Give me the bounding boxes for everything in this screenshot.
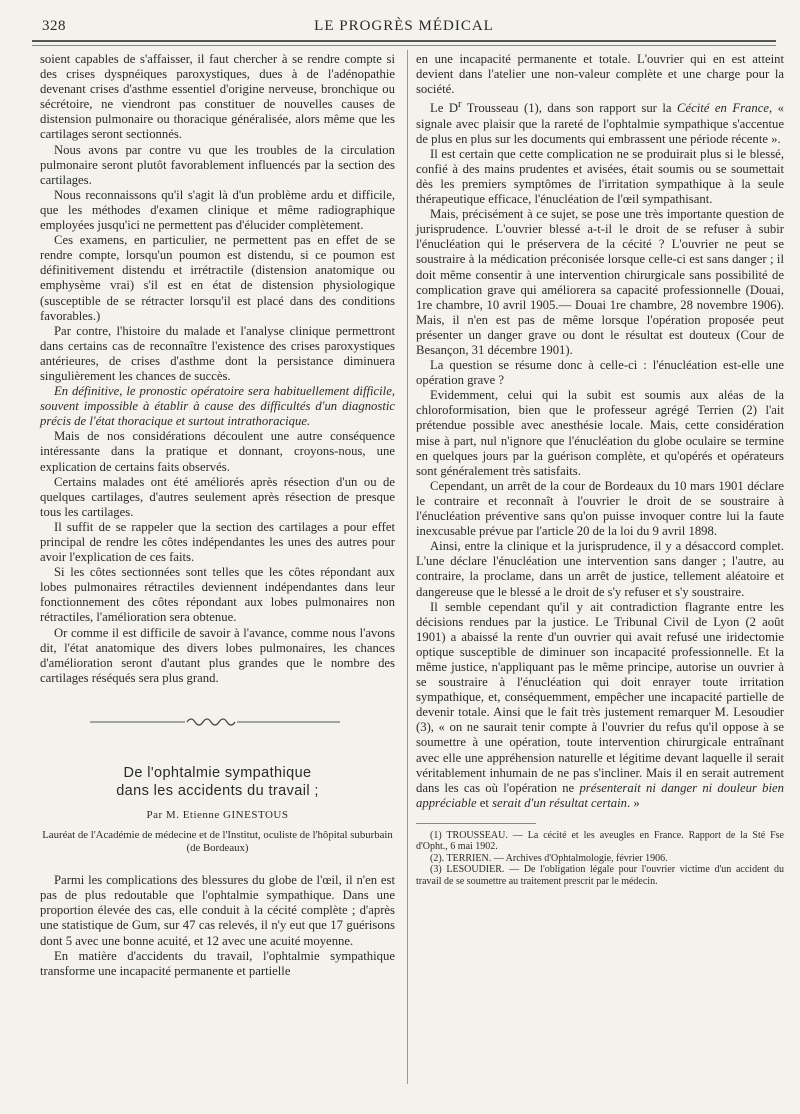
italic-quote: serait d'un résultat certain [492,795,627,810]
page-header [30,16,778,38]
paragraph: en une incapacité permanente et totale. L'ouvrier qui en est atteint devient dans l'atelier une non-valeur complète et une charge pour la société. [416,52,784,97]
header-rule [32,40,776,42]
paragraph: Si les côtes sectionnées sont telles que les côtes répondant aux lobes pulmonaires rétractiles deviennent indépendantes dans leur fonctionnement des côtes répondant aux lobes pulmonaires non rétractiles, l'amélioration sera obtenue. [40,565,395,625]
paragraph: Mais de nos considérations découlent une autre conséquence intéressante dans la pratique et donnant, croyons-nous, une explication de certains faits observés. [40,429,395,474]
text-run: et [476,795,493,810]
article-title [40,764,395,800]
article-title-line: De l'ophtalmie sympathique [123,765,312,782]
superscript: r [458,99,462,111]
right-column [416,52,784,887]
header-rule-thin [32,45,776,46]
footnote-rule [416,823,536,824]
paragraph: Parmi les complications des blessures du globe de l'œil, il n'en est pas de plus redoutable que l'ophtalmie sympathique. Dans une proportion élevée des cas, elle conduit à la cécité complète ; d'après une statistique de Gum, sur 47 cas relevés, il n'y eut que 17 guérisons dont 5 avec une bonne acuité, et 12 avec une acuité moyenne. [40,873,395,948]
paragraph: Cependant, un arrêt de la cour de Bordeaux du 10 mars 1901 déclare le contraire et reconnaît à l'ouvrier le droit de se soustraire à l'énucléation préventive sans qu'on puisse invoquer contre lui la faute inexcusable prévue par l'article 20 de la loi du 9 avril 1898. [416,478,784,539]
author-byline: Par M. Etienne GINESTOUS [146,809,289,822]
text-run: , « signale avec plaisir que la rareté de l'ophtalmie sympathique s'accentue de plus en plus sur les documents qui embrassent une période récente ». [416,101,784,146]
text-run: Il semble cependant qu'il y ait contradiction flagrante entre les décisions rendues par la justice. Le Tribunal Civil de Lyon (2 août 1901) a abaissé la rente d'un ouvrier qui avait refusé une iridectomie optique susceptible de diminuer son incapacité professionnelle. Et la même justice, n'appliquant pas le même principe, autorise un ouvrier à se soustraire à l'énucléation qui doit enrayer toute irritation sympathique, et, conséquemment, empêcher une incapacité partielle de devenir totale. Ainsi que le fait très justement remarquer M. Lesoudier (3), « on ne saurait tenir compte à l'ouvrier du refus qu'il oppose à se soumettre à une opération, toute intervention chirurgicale entraînant avec elle une appréhension naturelle et légitime devant laquelle il serait véritablement inhumain de ne pas s'incliner. Mais il en serait autrement dans les cas où l'opération ne [416,599,784,795]
paragraph: Ces examens, en particulier, ne permettent pas en effet de se rendre compte, lorsqu'un poumon est distendu, si ce poumon est définitivement distendu et irrétractile (distension anatomique ou emphysème vrai) s'il est en état de distension physiologique (susceptible de se rétracter lorsqu'il est placé dans des conditions favorables.) [40,233,395,323]
paragraph: Il est certain que cette complication ne se produirait plus si le blessé, confié à des mains prudentes et avisées, était soumis ou se soumettait dès les premiers symptômes de l'irritation sympathique à la seule thérapeutique efficace, l'énucléation de l'œil sympathisant. [416,146,784,207]
paragraph: En matière d'accidents du travail, l'ophtalmie sympathique transforme une incapacité permanente et partielle [40,948,395,978]
text-run: . » [627,795,640,810]
footnote: (2). TERRIEN. — Archives d'Ophtalmologie, février 1906. [430,852,668,864]
section-ornament [90,716,340,728]
italic-title: Cécité en France [677,101,769,116]
paragraph [416,600,784,811]
text-run: Trousseau (1), dans son rapport sur la [461,101,678,116]
column-divider [407,50,408,1084]
author-affiliation: Lauréat de l'Académie de médecine et de l'Institut, oculiste de l'hôpital suburbain (de Bordeaux) [42,829,393,855]
page-number: 328 [42,18,66,34]
paragraph [416,97,784,147]
paragraph: Evidemment, celui qui la subit est soumis aux aléas de la chloroformisation, bien que le professeur agrégé Terrien (2) l'ait prétendue possible avec anesthésie locale. Mais, cette considération mise à part, nul n'ignore que l'énucléation du globe oculaire se termine en quelques jours par la guérison complète, et qu'opérés et opérateurs sont généralement très satisfaits. [416,388,784,478]
italic-quote: présenterait ni danger ni douleur bien appréciable [416,780,784,810]
paragraph: Par contre, l'histoire du malade et l'analyse clinique permettront dans certains cas de reconnaître l'existence des crises paroxystiques antérieures, de crises d'asthme dont la persistance diminuera singulièrement les chances de succès. [40,323,395,383]
paragraph: Certains malades ont été améliorés après résection d'un ou de quelques cartilages, d'autres seulement après résection de presque tous les cartilages. [40,474,395,519]
footnote: (3) LESOUDIER. — De l'obligation légale pour l'ouvrier victime d'un accident du travail de se soumettre au traitement prescrit par le médecin. [416,864,784,887]
paragraph: Ainsi, entre la clinique et la jurisprudence, il y a désaccord complet. L'une déclare l'énucléation une intervention sans danger ; l'autre, au contraire, la proclame, dans un arrêt de justice, tellement aléatoire et dangereuse que le blessé a le droit de s'y refuser et s'y soustraire. [416,539,784,599]
paragraph: La question se résume donc à celle-ci : l'énucléation est-elle une opération grave ? [416,358,784,388]
article-title-line: dans les accidents du travail ; [116,783,319,800]
paragraph: Or comme il est difficile de savoir à l'avance, comme nous l'avons dit, l'état anatomique des divers lobes pulmonaires, les chances d'amélioration seront d'autant plus grandes que le nombre des cartilages réséqués sera plus grand. [40,625,395,685]
paragraph: Nous avons par contre vu que les troubles de la circulation pulmonaire seront plutôt favorablement influencés par la section des cartilages. [40,142,395,187]
paragraph: soient capables de s'affaisser, il faut chercher à se rendre compte si des crises dyspnéiques paroxystiques, dues à de l'adénopathie devenant crises d'asthme essentiel d'origine nerveuse, bronchique ou sécrétoire, ne viendront pas constituer de nouvelles causes de distension pulmonaire ou thoracique généralisée, alors même que les cartilages seront sectionnés. [40,52,395,142]
text-run: Le D [430,101,459,116]
footnote: (1) TROUSSEAU. — La cécité et les aveugles en France. Rapport de la Sté Fse d'Opht., 6 mai 1902. [416,829,784,853]
paragraph: Nous reconnaissons qu'il s'agit là d'un problème ardu et difficile, que les méthodes d'examen clinique et même radiographique employées jusqu'ici ne permettent pas d'élucider complètement. [40,187,395,233]
journal-title: LE PROGRÈS MÉDICAL [314,18,494,34]
left-column [40,52,395,979]
paragraph-conclusion: En définitive, le pronostic opératoire sera habituellement difficile, souvent impossible à établir à cause des difficultés d'un diagnostic précis de l'état thoracique et surtout intrathoracique. [40,384,395,429]
paragraph: Il suffit de se rappeler que la section des cartilages a pour effet principal de rendre les côtes indépendantes les unes des autres pour avoir l'explication de ces faits. [40,519,395,565]
paragraph: Mais, précisément à ce sujet, se pose une très importante question de jurisprudence. L'ouvrier blessé a-t-il le droit de se refuser à subir l'énucléation qui le préservera de la cécité ? L'ouvrier ne peut se soustraire à la médication préconisée lorsque celle-ci est sans danger ; il doit même consentir à une intervention chirurgicale sans possibilité de complication grave qui améliorera sa capacité professionnelle (Douai, 1re chambre, 10 avril 1905.— Douai 1re chambre, 28 novembre 1906). Mais, il n'en est pas de même lorsque l'opération proposée peut présenter un danger grave ou dont le résultat est douteux (Cour de Besançon, 31 décembre 1901). [416,207,784,358]
